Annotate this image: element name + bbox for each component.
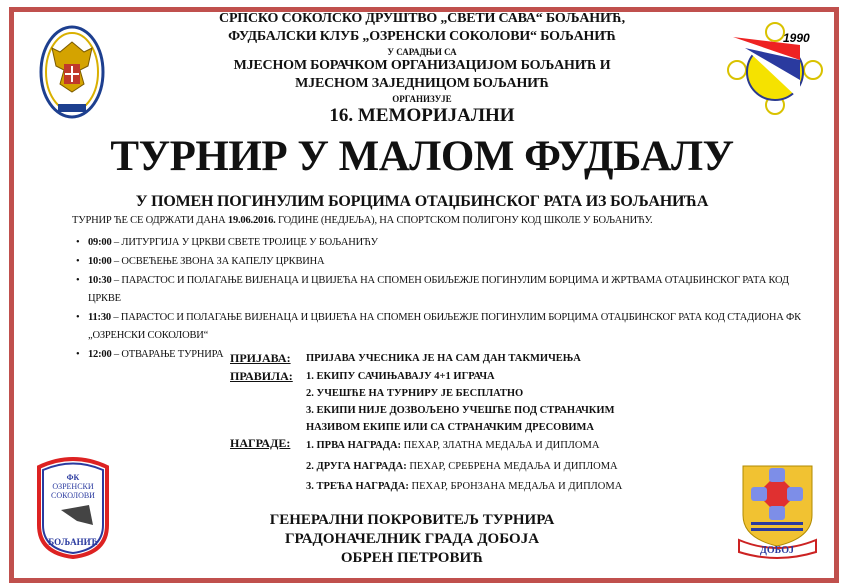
prizes-label: НАГРАДЕ: <box>230 436 291 450</box>
prize-desc: ПЕХАР, БРОНЗАНА МЕДАЉА И ДИПЛОМА <box>408 481 623 492</box>
rules-label: ПРАВИЛА: <box>230 369 293 383</box>
logo-year: 1990 <box>783 31 810 45</box>
registration-text: ПРИЈАВА УЧЕСНИКА ЈЕ НА САМ ДАН ТАКМИЧЕЊА <box>306 353 581 364</box>
schedule-time: 11:30 <box>88 312 111 323</box>
prize-item <box>306 481 622 492</box>
prize-name: 3. ТРЕЋА НАГРАДА: <box>306 481 409 492</box>
crest-text: ОЗРЕНСКИ <box>52 482 94 491</box>
crest-text: БОЉАНИЋ <box>48 537 98 547</box>
memorial-heading: 16. МЕМОРИЈАЛНИ <box>329 105 515 126</box>
prize-item <box>306 461 618 472</box>
schedule-item <box>76 272 811 308</box>
sponsor-line-1: ГЕНЕРАЛНИ ПОКРОВИТЕЉ ТУРНИРА <box>269 512 555 528</box>
schedule-text: – ОСВЕЋЕЊЕ ЗВОНА ЗА КАПЕЛУ ЦРКВИНА <box>111 256 325 267</box>
prize-name: 2. ДРУГА НАГРАДА: <box>306 461 407 472</box>
fk-ozrenski-sokolovi-crest <box>33 455 113 560</box>
schedule-text: – ОТВАРАЊЕ ТУРНИРА <box>111 349 224 360</box>
schedule-item <box>76 253 811 271</box>
schedule-item <box>76 234 811 252</box>
schedule-time: 12:00 <box>88 349 112 360</box>
crest-text: ДОБОЈ <box>760 545 794 556</box>
poster-subtitle: У ПОМЕН ПОГИНУЛИМ БОРЦИМА ОТАЏБИНСКОГ РАТА ИЗ БОЉАНИЋА <box>135 193 709 210</box>
rule-item: 3. ЕКИПИ НИЈЕ ДОЗВОЉЕНО УЧЕШЋЕ ПОД СТРАНАЧКИМ <box>306 405 615 416</box>
schedule-list <box>76 234 811 365</box>
organizer-line-2: ФУДБАЛСКИ КЛУБ „ОЗРЕНСКИ СОКОЛОВИ“ БОЉАНИЋ <box>228 29 616 44</box>
tournament-date: 19.06.2016. <box>227 215 276 226</box>
schedule-time: 10:30 <box>88 275 112 286</box>
organizer-line-3: МЈЕСНОМ БОРАЧКОМ ОРГАНИЗАЦИЈОМ БОЉАНИЋ И <box>233 58 611 73</box>
prize-item <box>306 440 599 451</box>
registration-label: ПРИЈАВА: <box>230 351 291 365</box>
prize-desc: ПЕХАР, ЗЛАТНА МЕДАЉА И ДИПЛОМА <box>401 440 600 451</box>
rule-item: 2. УЧЕШЋЕ НА ТУРНИРУ ЈЕ БЕСПЛАТНО <box>306 388 524 399</box>
organizer-line-1: СРПСКО СОКОЛСКО ДРУШТВО „СВЕТИ САВА“ БОЉАНИЋ, <box>219 11 625 26</box>
schedule-time: 09:00 <box>88 237 112 248</box>
rule-item: 1. ЕКИПУ САЧИЊАВАЈУ 4+1 ИГРАЧА <box>306 371 495 382</box>
rule-item-continued: НАЗИВОМ ЕКИПЕ ИЛИ СА СТРАНАЧКИМ ДРЕСОВИМА <box>306 422 595 433</box>
in-cooperation-label: У САРАДЊИ СА <box>387 47 457 57</box>
sponsor-line-3: ОБРЕН ПЕТРОВИЋ <box>340 550 484 566</box>
schedule-item <box>76 309 811 345</box>
info-text-location: ГОДИНЕ (НЕДЈЕЉА), НА СПОРТСКОМ ПОЛИГОНУ КОД ШКОЛЕ У БОЉАНИЋУ. <box>275 215 653 226</box>
tournament-info <box>72 215 652 226</box>
doboj-coat-of-arms <box>735 460 820 560</box>
organizer-line-4: МЈЕСНОМ ЗАЈЕДНИЦОМ БОЉАНИЋ <box>295 76 549 91</box>
crest-text: СОКОЛОВИ <box>51 491 95 500</box>
schedule-time: 10:00 <box>88 256 112 267</box>
prize-desc: ПЕХАР, СРЕБРЕНА МЕДАЉА И ДИПЛОМА <box>406 461 618 472</box>
sponsor-line-2: ГРАДОНАЧЕЛНИК ГРАДА ДОБОЈА <box>284 531 540 547</box>
prize-name: 1. ПРВА НАГРАДА: <box>306 440 402 451</box>
poster-title: ТУРНИР У МАЛОМ ФУДБАЛУ <box>110 133 734 180</box>
schedule-text: – ЛИТУРГИЈА У ЦРКВИ СВЕТЕ ТРОЈИЦЕ У БОЉАНИЋУ <box>111 237 378 248</box>
schedule-text: – ПАРАСТОС И ПОЛАГАЊЕ ВИЈЕНАЦА И ЦВИЈЕЋА НА СПОМЕН ОБИЉЕЖЈЕ ПОГИНУЛИМ БОРЦИМА И ЖРТВАМА ОТАЏБИНСКОГ РАТА КОД ЦРКВЕ <box>88 275 789 304</box>
schedule-text: – ПАРАСТОС И ПОЛАГАЊЕ ВИЈЕНАЦА И ЦВИЈЕЋА НА СПОМЕН ОБИЉЕЖЈЕ ПОГИНУЛИМ БОРЦИМА ОТАЏБИНСКОГ РАТА КОД СТАДИОНА ФК „ОЗРЕНСКИ СОКОЛОВИ“ <box>88 312 801 341</box>
organizes-label: ОРГАНИЗУЈЕ <box>392 94 452 104</box>
crest-text: ФК <box>66 473 80 482</box>
info-text: ТУРНИР ЋЕ СЕ ОДРЖАТИ ДАНА <box>72 215 228 226</box>
